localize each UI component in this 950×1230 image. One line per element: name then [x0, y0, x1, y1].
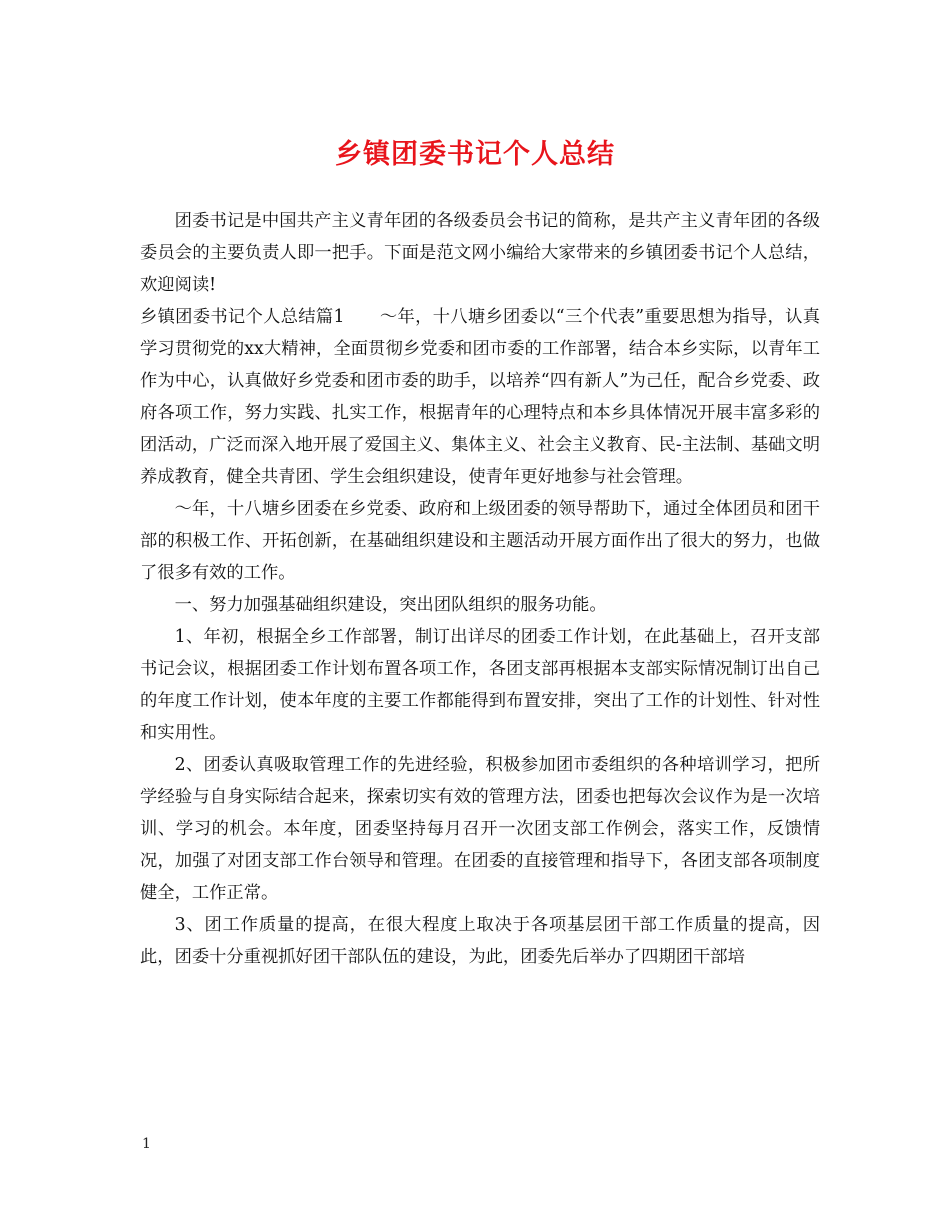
- paragraph-article-1-opening: 乡镇团委书记个人总结篇1 ～年，十八塘乡团委以“三个代表”重要思想为指导，认真学习贯彻党的xx大精神，全面贯彻乡党委和团市委的工作部署，结合本乡实际，以青年工作为中心，认真做好乡党委和团市委的助手，以培养“四有新人”为己任，配合乡党委、政府各项工作，努力实践、扎实工作，根据青年的心理特点和本乡具体情况开展丰富多彩的团活动，广泛而深入地开展了爱国主义、集体主义、社会主义教育、民-主法制、基础文明养成教育，健全共青团、学生会组织建设，使青年更好地参与社会管理。: [140, 307, 820, 487]
- paragraph-intro: 团委书记是中国共产主义青年团的各级委员会书记的简称，是共产主义青年团的各级委员会的主要负责人即一把手。下面是范文网小编给大家带来的乡镇团委书记个人总结，欢迎阅读!: [140, 211, 820, 295]
- document-body: [140, 205, 820, 973]
- paragraph-year-summary: ～年，十八塘乡团委在乡党委、政府和上级团委的领导帮助下，通过全体团员和团干部的积极工作、开拓创新，在基础组织建设和主题活动开展方面作出了很大的努力，也做了很多有效的工作。: [140, 499, 820, 583]
- paragraph-item-3: 3、团工作质量的提高，在很大程度上取决于各项基层团干部工作质量的提高，因此，团委十分重视抓好团干部队伍的建设，为此，团委先后举办了四期团干部培: [140, 915, 820, 967]
- paragraph-item-1: 1、年初，根据全乡工作部署，制订出详尽的团委工作计划，在此基础上，召开支部书记会议，根据团委工作计划布置各项工作，各团支部再根据本支部实际情况制订出自己的年度工作计划，使本年度的主要工作都能得到布置安排，突出了工作的计划性、针对性和实用性。: [140, 627, 820, 743]
- page-title: 乡镇团委书记个人总结: [335, 139, 615, 170]
- page-number: 1: [142, 1136, 151, 1152]
- paragraph-item-2: 2、团委认真吸取管理工作的先进经验，积极参加团市委组织的各种培训学习，把所学经验与自身实际结合起来，探索切实有效的管理方法，团委也把每次会议作为是一次培训、学习的机会。本年度，团委坚持每月召开一次团支部工作例会，落实工作，反馈情况，加强了对团支部工作台领导和管理。在团委的直接管理和指导下，各团支部各项制度健全，工作正常。: [140, 755, 820, 903]
- section-heading-1: 一、努力加强基础组织建设，突出团队组织的服务功能。: [174, 595, 607, 615]
